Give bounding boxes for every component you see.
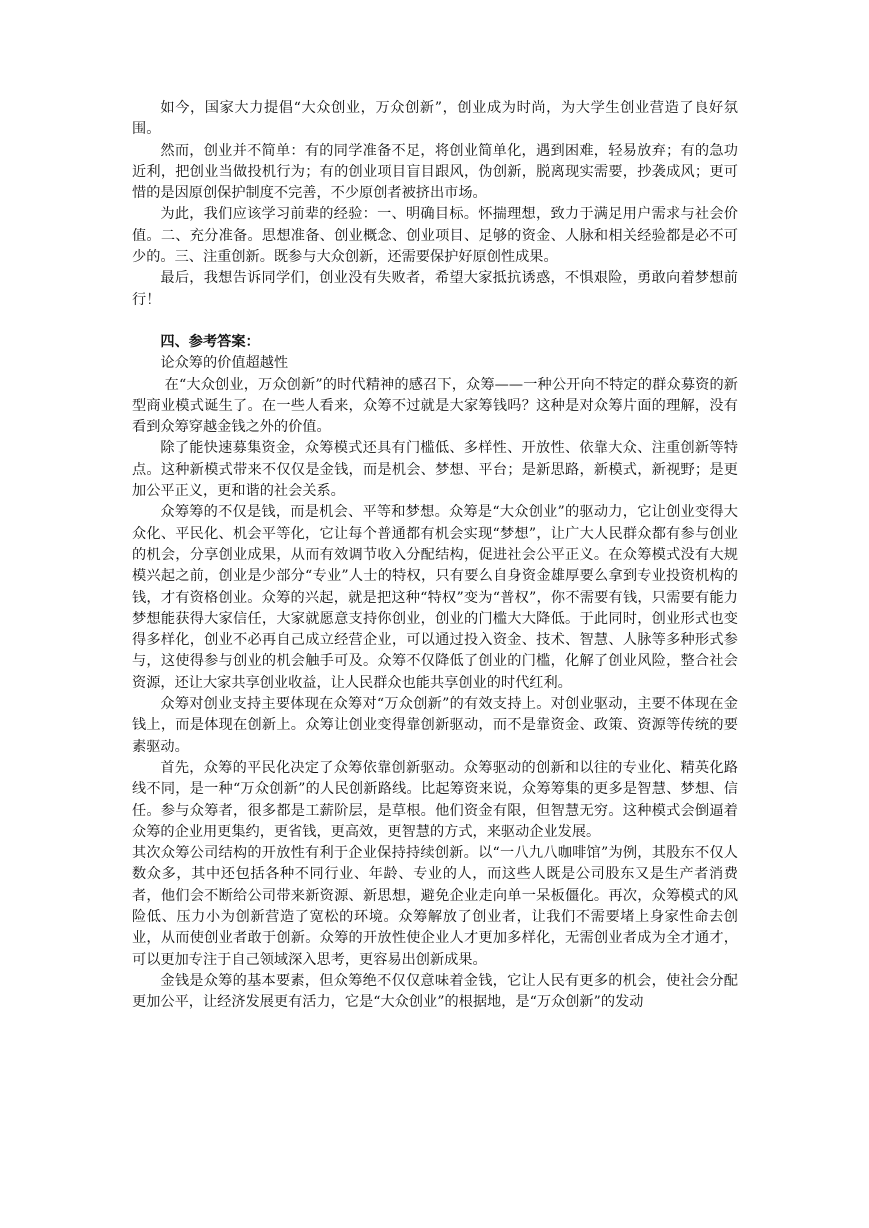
paragraph: 然而，创业并不简单：有的同学准备不足，将创业简单化，遇到困难，轻易放弃；有的急功近利，把创业当做投机行为；有的创业项目盲目跟风，伪创新，脱离现实需要，抄袭成风；更可惜的是因原创保护制度不完善，不少原创者被挤出市场。 (132, 142, 738, 202)
paragraph: 除了能快速募集资金，众筹模式还具有门槛低、多样性、开放性、依靠大众、注重创新等特点。这种新模式带来不仅仅是金钱，而是机会、梦想、平台；是新思路，新模式，新视野；是更加公平正义，更和谐的社会关系。 (132, 440, 738, 500)
document-page (132, 98, 738, 1013)
paragraph: 如今，国家大力提倡“大众创业，万众创新”，创业成为时尚，为大学生创业营造了良好氛围。 (132, 100, 738, 138)
blank-line (132, 311, 738, 332)
section-heading: 四、参考答案： (160, 333, 260, 350)
paragraph: 众筹筹的不仅是钱，而是机会、平等和梦想。众筹是“大众创业”的驱动力，它让创业变得大众化、平民化、机会平等化，它让每个普通都有机会实现“梦想”，让广大人民群众都有参与创业的机会，分享创业成果，从而有效调节收入分配结构，促进社会公平正义。在众筹模式没有大规模兴起之前，创业是少部分“专业”人士的特权，只有要么自身资金雄厚要么拿到专业投资机构的钱，才有资格创业。众筹的兴起，就是把这种“特权”变为“普权”，你不需要有钱，只需要有能力梦想能获得大家信任，大家就愿意支持你创业，创业的门槛大大降低。于此同时，创业形式也变得多样化，创业不必再自己成立经营企业，可以通过投入资金、技术、智慧、人脉等多种形式参与，这使得参与创业的机会触手可及。众筹不仅降低了创业的门槛，化解了创业风险，整合社会资源，还让大家共享创业收益，让人民群众也能共享创业的时代红利。 (132, 504, 738, 691)
essay-title: 论众筹的价值超越性 (160, 355, 289, 372)
paragraph: 最后，我想告诉同学们，创业没有失败者，希望大家抵抗诱惑，不惧艰险，勇敢向着梦想前行！ (132, 270, 738, 308)
previous-essay-section (132, 98, 738, 311)
paragraph: 其次众筹公司结构的开放性有利于企业保持持续创新。以“一八九八咖啡馆”为例，其股东不仅人数众多，其中还包括各种不同行业、年龄、专业的人，而这些人既是公司股东又是生产者消费者，他们会不断给公司带来新资源、新思想，避免企业走向单一呆板僵化。再次，众筹模式的风险低、压力小为创新营造了宽松的环境。众筹解放了创业者，让我们不需要堵上身家性命去创业，从而使创业者敢于创新。众筹的开放性使企业人才更加多样化，无需创业者成为全才通才，可以更加专注于自己领域深入思考，更容易出创新成果。 (132, 845, 738, 968)
paragraph: 在“大众创业，万众创新”的时代精神的感召下，众筹——一种公开向不特定的群众募资的新型商业模式诞生了。在一些人看来，众筹不过就是大家筹钱吗？这种是对众筹片面的理解，没有看到众筹穿越金钱之外的价值。 (132, 376, 738, 436)
reference-answer-section (132, 332, 738, 1014)
paragraph: 为此，我们应该学习前辈的经验：一、明确目标。怀揣理想，致力于满足用户需求与社会价值。二、充分准备。思想准备、创业概念、创业项目、足够的资金、人脉和相关经验都是必不可少的。三、注重创新。既参与大众创新，还需要保护好原创性成果。 (132, 206, 738, 266)
paragraph: 首先，众筹的平民化决定了众筹依靠创新驱动。众筹驱动的创新和以往的专业化、精英化路线不同，是一种“万众创新”的人民创新路线。比起筹资来说，众筹筹集的更多是智慧、梦想、信任。参与众筹者，很多都是工薪阶层，是草根。他们资金有限，但智慧无穷。这种模式会倒逼着众筹的企业用更集约，更省钱，更高效，更智慧的方式，来驱动企业发展。 (132, 759, 738, 840)
paragraph: 金钱是众筹的基本要素，但众筹绝不仅仅意味着金钱，它让人民有更多的机会，使社会分配更加公平，让经济发展更有活力，它是“大众创业”的根据地，是“万众创新”的发动 (132, 972, 738, 1011)
paragraph: 众筹对创业支持主要体现在众筹对“万众创新”的有效支持上。对创业驱动，主要不体现在金钱上，而是体现在创新上。众筹让创业变得靠创新驱动，而不是靠资金、政策、资源等传统的要素驱动。 (132, 696, 738, 755)
